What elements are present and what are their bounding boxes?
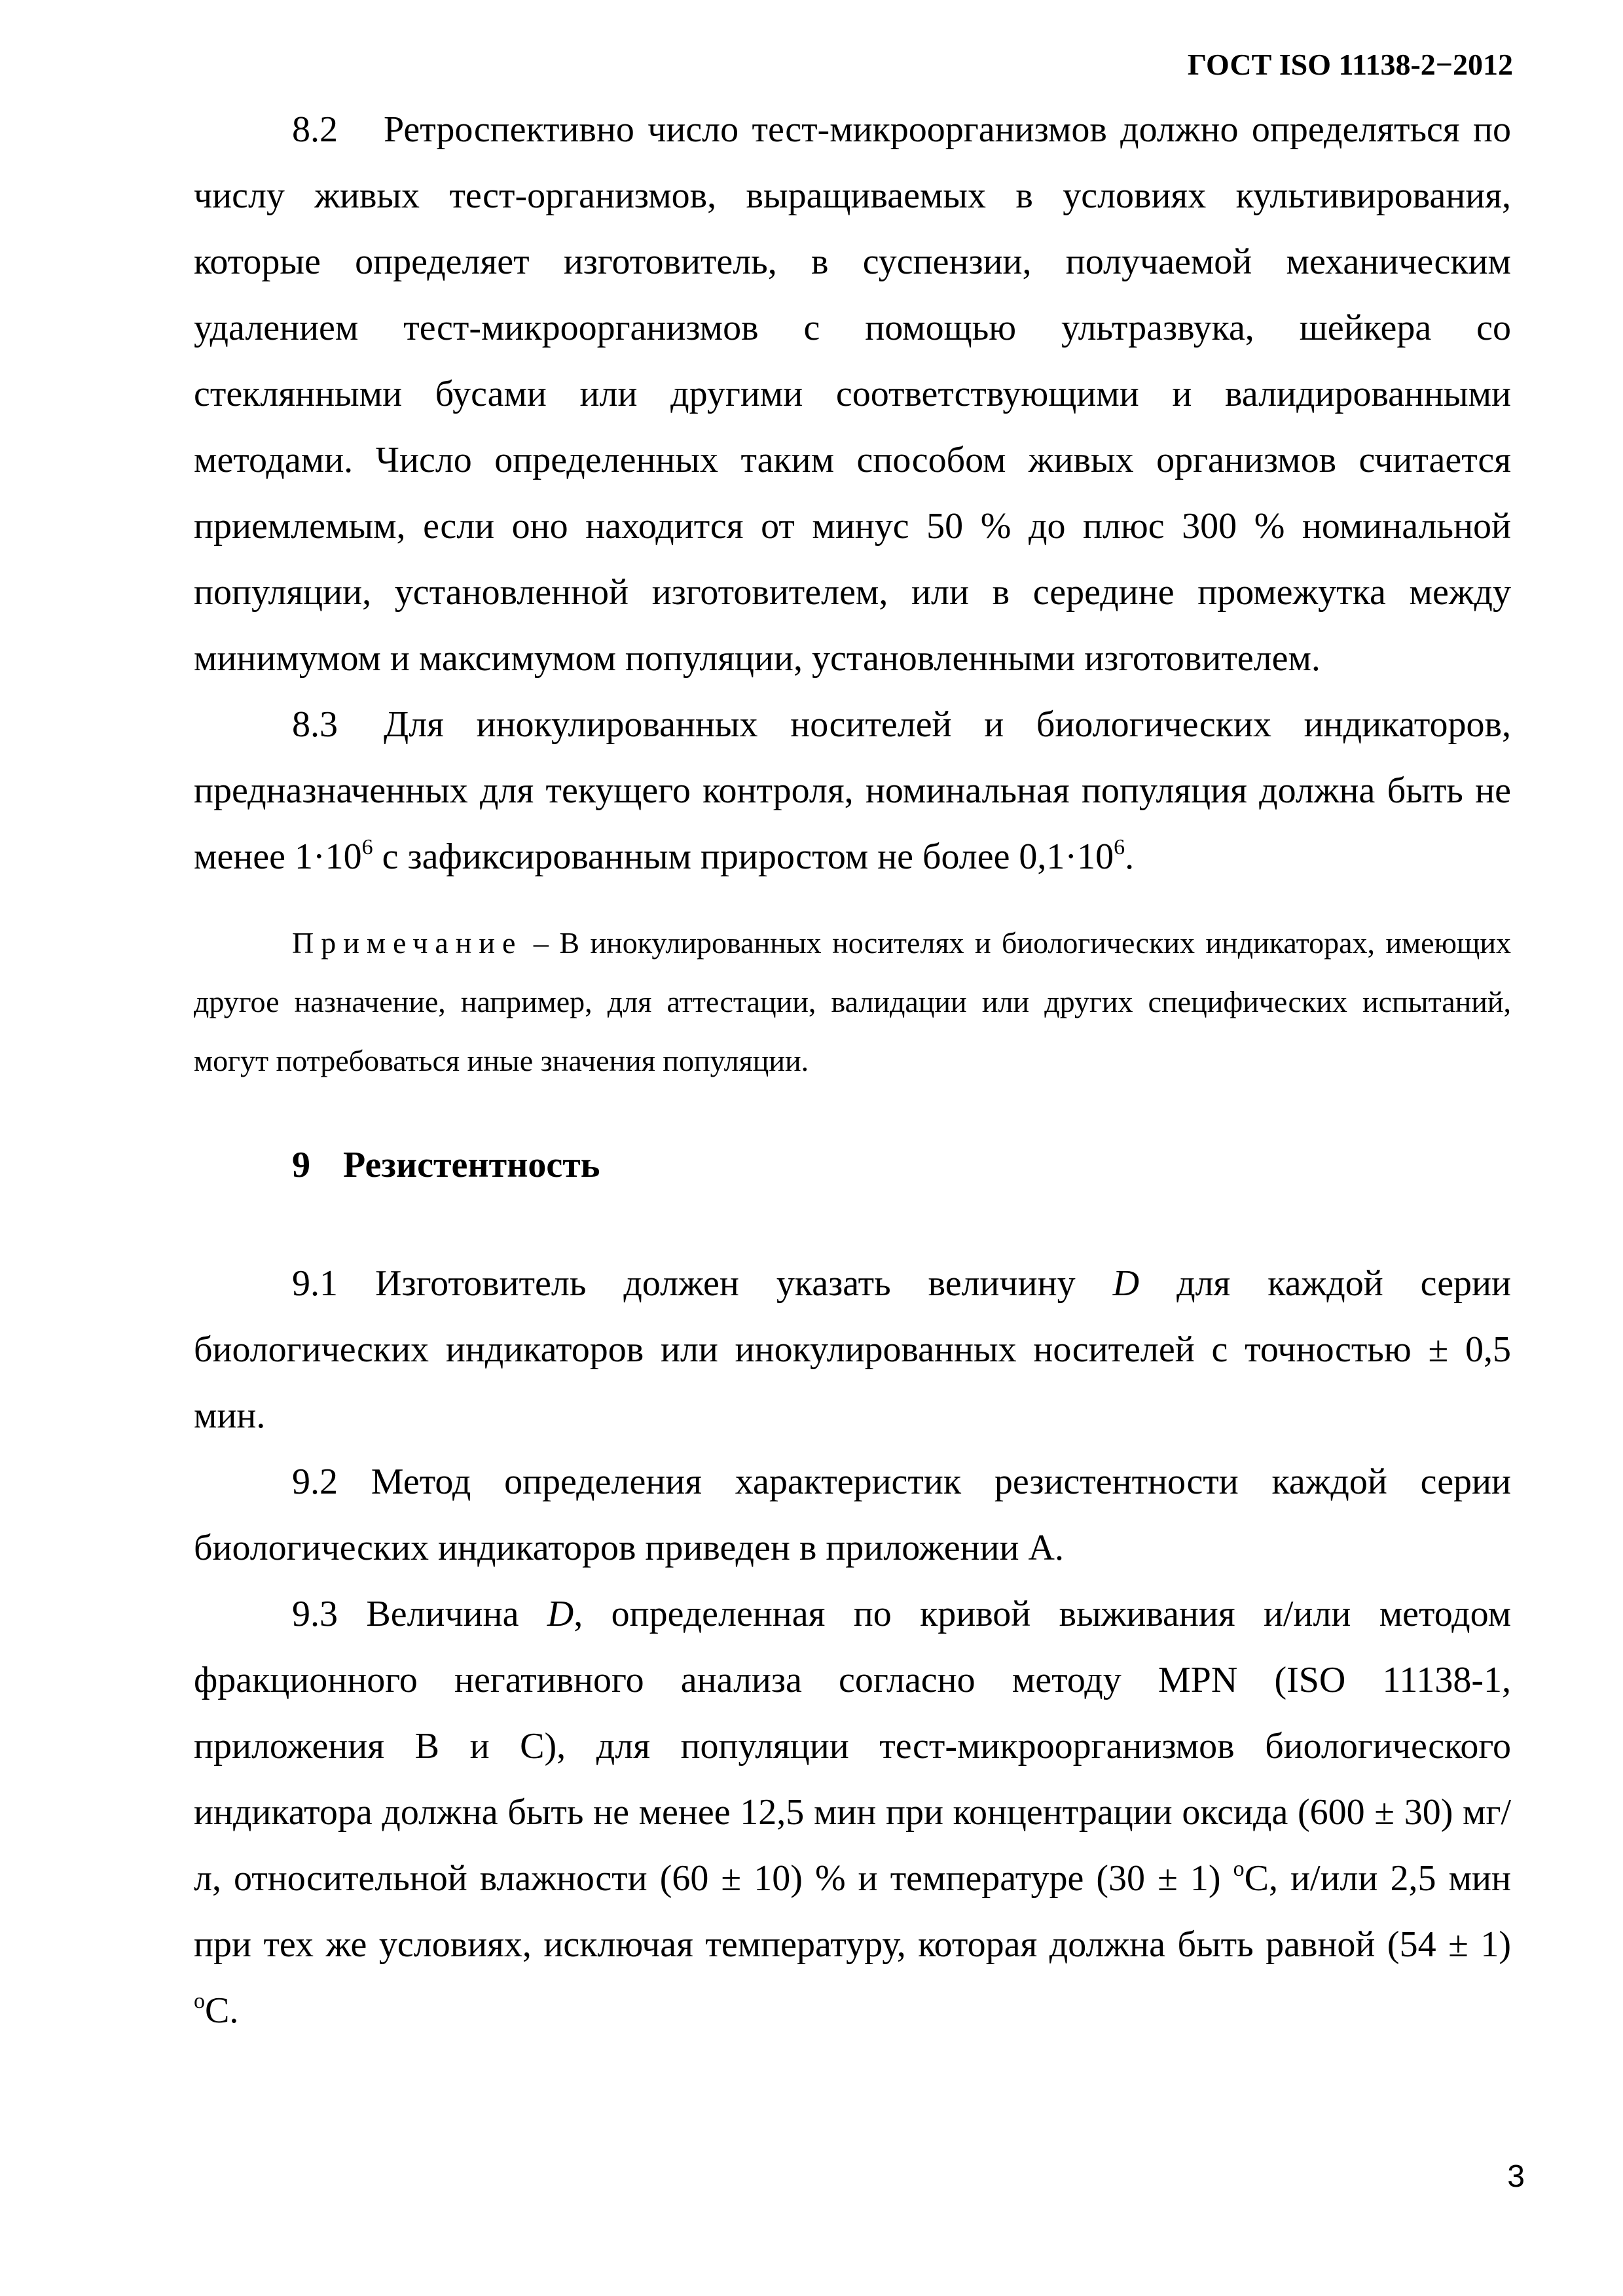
- exponent: 6: [361, 835, 373, 859]
- paragraph-text: для каждой серии биологических индикаторов или инокулированных носителей с точностью ± 0,5 мин.: [194, 1263, 1511, 1436]
- d-value-symbol: D: [1112, 1263, 1140, 1304]
- degree-sign: o: [194, 1989, 205, 2013]
- section-number: 9: [292, 1145, 310, 1185]
- paragraph-text: Ретроспективно число тест-микроорганизмов должно определяться по числу живых тест-организмов, выращиваемых в условиях культивирования, которые определяет изготовитель, в суспензии, получаемой механическим удалением тест-микроорганизмов с помощью ультразвука, шейкера со стеклянными бусами или другими соответствующими и валидированными методами. Число определенных таким способом живых организмов считается приемлемым, если оно находится от минус 50 % до плюс 300 % номинальной популяции, установленной изготовителем, или в середине промежутка между минимумом и максимумом популяции, установленными изготовителем.: [194, 109, 1511, 679]
- note-text: – В инокулированных носителях и биологических индикаторах, имеющих другое назначение, например, для аттестации, валидации или других специфических испытаний, могут потребоваться иные значения популяции.: [194, 926, 1511, 1077]
- note-label: Примечание: [292, 926, 523, 960]
- paragraph-9-1: [194, 1251, 1511, 1449]
- page-number: 3: [1507, 2159, 1525, 2194]
- section-title: Резистентность: [343, 1145, 600, 1185]
- paragraph-number: 8.3: [292, 704, 338, 745]
- paragraph-number: 8.2: [292, 109, 338, 150]
- paragraph-text: Метод определения характеристик резистентности каждой серии биологических индикаторов приведен в приложении А.: [194, 1462, 1511, 1568]
- d-value-symbol: D: [547, 1594, 574, 1634]
- paragraph-text: Изготовитель должен указать величину: [375, 1263, 1113, 1304]
- paragraph-text: С, и/или 2,5 мин при тех же условиях, исключая температуру, которая должна быть равной (54 ± 1): [194, 1858, 1511, 1965]
- paragraph-text: Величина: [366, 1594, 547, 1634]
- paragraph-number: 9.1: [292, 1263, 338, 1304]
- paragraph-9-2: [194, 1449, 1511, 1581]
- paragraph-8-3: [194, 692, 1511, 890]
- paragraph-text: , определенная по кривой выживания и/или методом фракционного негативного анализа согласно методу MPN (ISO 11138-1, приложения В и С), для популяции тест-микроорганизмов биологического индикатора должна быть не менее 12,5 мин при концентрации оксида (600 ± 30) мг/л, относительной влажности (60 ± 10) % и температуре (30 ± 1): [194, 1594, 1512, 1899]
- paragraph-text: С.: [205, 1990, 239, 2031]
- paragraph-8-2: [194, 97, 1511, 692]
- paragraph-number: 9.2: [292, 1462, 338, 1502]
- degree-sign: o: [1233, 1857, 1245, 1881]
- document-code-header: ГОСТ ISO 11138-2−2012: [1187, 48, 1513, 81]
- paragraph-text: .: [1125, 836, 1135, 877]
- paragraph-number: 9.3: [292, 1594, 338, 1634]
- exponent: 6: [1114, 835, 1125, 859]
- note: [194, 914, 1511, 1090]
- paragraph-text: Для инокулированных носителей и биологических индикаторов, предназначенных для текущего контроля, номинальная популяция должна быть не менее 1·10: [194, 704, 1511, 877]
- document-body: [194, 97, 1511, 2044]
- section-heading: [292, 1132, 1511, 1198]
- paragraph-text: с зафиксированным приростом не более 0,1·10: [373, 836, 1114, 877]
- paragraph-9-3: [194, 1581, 1511, 2044]
